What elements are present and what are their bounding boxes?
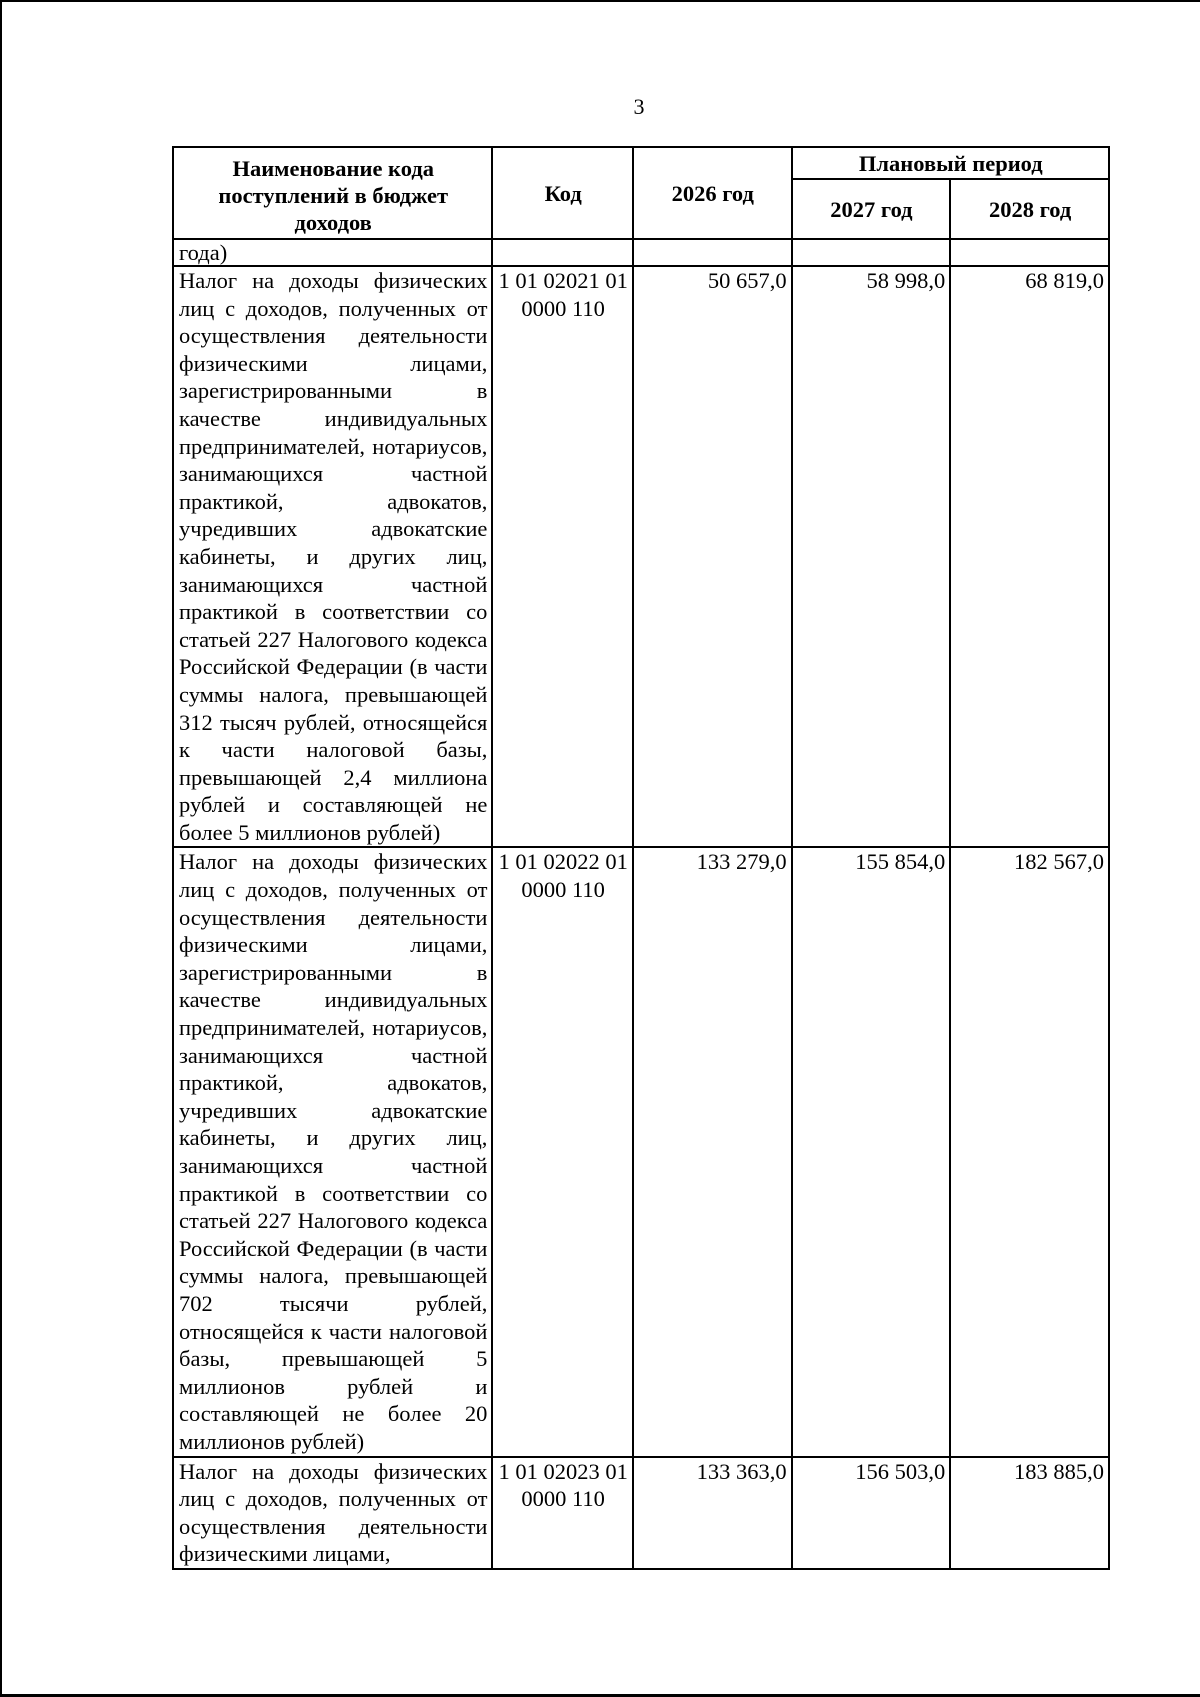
row-name: Налог на доходы физических лиц с доходов, полученных от осуществления деятельности физическими лицами, зарегистрированными в качестве индивидуальных предпринимателей, нотариусов, занимающихся частной практикой, адвокатов, учредивших адвокатские кабинеты, и других лиц, занимающихся частной практикой в соответствии со статьей 227 Налогового кодекса Российской Федерации (в части суммы налога, превышающей 312 тысяч рублей, относящейся к части налоговой базы, превышающей 2,4 миллиона рублей и составляющей не более 5 миллионов рублей) — [173, 266, 492, 847]
row-value-2028: 183 885,0 — [950, 1457, 1109, 1569]
row-name: Налог на доходы физических лиц с доходов, полученных от осуществления деятельности физическими лицами, зарегистрированными в качестве индивидуальных предпринимателей, нотариусов, занимающихся частной практикой, адвокатов, учредивших адвокатские кабинеты, и других лиц, занимающихся частной практикой в соответствии со статьей 227 Налогового кодекса Российской Федерации (в части суммы налога, превышающей 702 тысячи рублей, относящейся к части налоговой базы, превышающей 5 миллионов рублей и составляющей не более 20 миллионов рублей) — [173, 847, 492, 1456]
row-code: 1 01 02021 01 0000 110 — [492, 266, 633, 847]
table-row — [173, 266, 1109, 847]
row-value-2027: 156 503,0 — [792, 1457, 951, 1569]
table-row — [173, 1457, 1109, 1569]
row-value-2028: 182 567,0 — [950, 847, 1109, 1456]
page-border-left — [0, 0, 2, 1697]
row-code: 1 01 02023 01 0000 110 — [492, 1457, 633, 1569]
header-2028: 2028 год — [950, 179, 1109, 239]
row-value-2028: 68 819,0 — [950, 266, 1109, 847]
revenue-table — [172, 146, 1110, 1570]
header-name: Наименование кода поступлений в бюджет доходов — [173, 147, 492, 239]
empty-cell — [792, 239, 951, 266]
row-value-2027: 58 998,0 — [792, 266, 951, 847]
row-code: 1 01 02022 01 0000 110 — [492, 847, 633, 1456]
table-row — [173, 847, 1109, 1456]
row-name: Налог на доходы физических лиц с доходов, полученных от осуществления деятельности физическими лицами, — [173, 1457, 492, 1569]
row-value-2026: 50 657,0 — [633, 266, 792, 847]
header-planned-period: Плановый период — [792, 147, 1109, 179]
empty-cell — [633, 239, 792, 266]
row-value-2027: 155 854,0 — [792, 847, 951, 1456]
empty-cell — [492, 239, 633, 266]
table-row-continuation — [173, 239, 1109, 266]
header-2027: 2027 год — [792, 179, 951, 239]
empty-cell — [950, 239, 1109, 266]
page-border-top — [0, 0, 1200, 2]
row-value-2026: 133 363,0 — [633, 1457, 792, 1569]
row-value-2026: 133 279,0 — [633, 847, 792, 1456]
header-2026: 2026 год — [633, 147, 792, 239]
continuation-text: года) — [173, 239, 492, 266]
page-number: 3 — [633, 94, 645, 119]
header-code: Код — [492, 147, 633, 239]
